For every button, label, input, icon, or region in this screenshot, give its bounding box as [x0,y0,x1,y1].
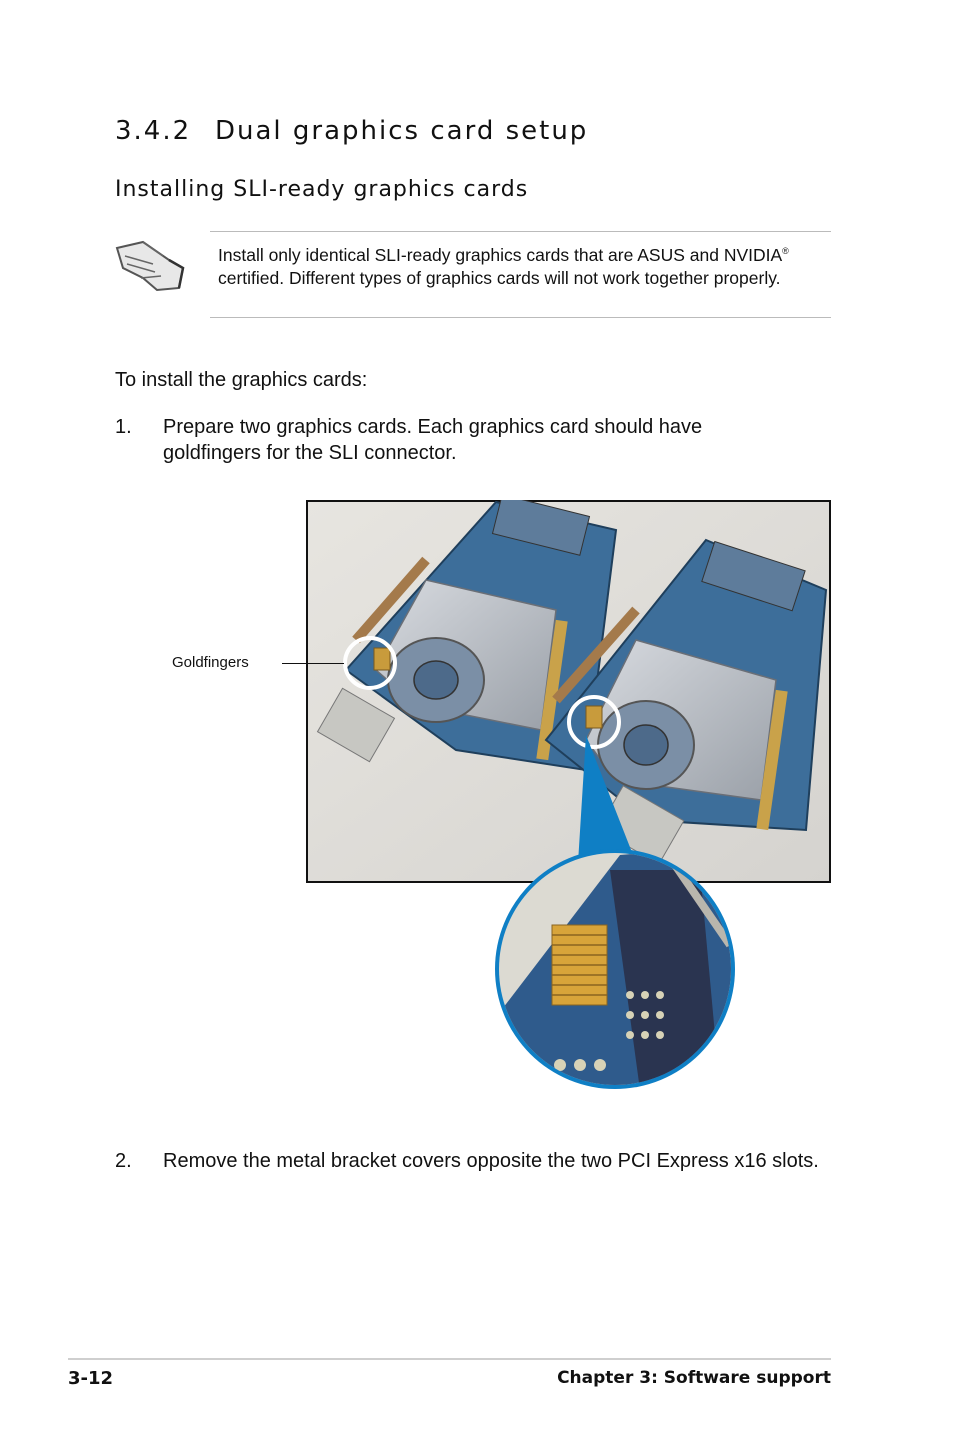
goldfingers-label: Goldfingers [172,654,249,671]
section-title-text: Dual graphics card setup [215,116,589,146]
chapter-title: Chapter 3: Software support [557,1368,831,1388]
step-1-text: Prepare two graphics cards. Each graphics card should have goldfingers for the SLI connector. [163,416,703,464]
note-text [218,240,828,290]
hand-note-icon [113,238,187,301]
section-title [115,116,588,146]
note-text-part2: certified. Different types of graphics cards will not work together properly. [218,267,781,288]
step-2-text: Remove the metal bracket covers opposite the two PCI Express x16 slots. [163,1150,819,1172]
note-bottom-rule [210,317,831,318]
zoom-callout [490,695,740,1095]
footer-rule [68,1358,831,1360]
registered-mark: ® [782,246,789,256]
subsection-title: Installing SLI-ready graphics cards [115,177,529,202]
page-number: 3-12 [68,1368,114,1389]
step-1-number: 1. [115,416,132,438]
section-number: 3.4.2 [115,116,192,146]
intro-text: To install the graphics cards: [115,369,368,391]
note-top-rule [210,231,831,232]
goldfingers-leader-line [282,663,344,664]
note-text-part1: Install only identical SLI-ready graphics cards that are ASUS and NVIDIA [218,244,783,265]
step-2-number: 2. [115,1150,132,1172]
zoom-pointer [578,735,635,863]
